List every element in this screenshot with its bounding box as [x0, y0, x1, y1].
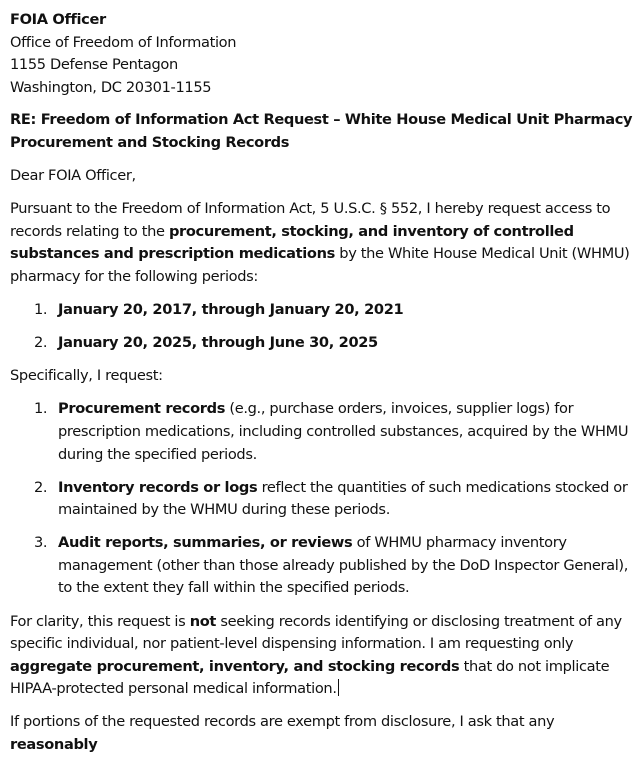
requests-list	[10, 398, 635, 600]
recipient-street: 1155 Defense Pentagon	[10, 56, 178, 74]
recipient-office: Office of Freedom of Information	[10, 33, 237, 51]
list-number: 3.	[34, 534, 48, 552]
list-number: 2.	[34, 334, 48, 352]
request-text: (e.g., purchase orders, invoices, supplier logs) for prescription medications, including controlled substances, acquired by the WHMU during the specified periods.	[58, 400, 629, 463]
list-item	[10, 398, 635, 466]
recipient-title: FOIA Officer	[10, 11, 106, 28]
subject-line: RE: Freedom of Information Act Request – White House Medical Unit Pharmacy Procurement and Stocking Records	[10, 111, 633, 151]
list-item	[10, 477, 635, 522]
request-text: reflect the quantities of such medications stocked or maintained by the WHMU during these periods.	[58, 478, 628, 519]
closing-paragraph: If portions of the requested records are exempt from disclosure, I ask that any reasonably	[10, 713, 555, 754]
request-heading: Inventory records or logs	[58, 478, 258, 496]
recipient-city: Washington, DC 20301-1155	[10, 78, 212, 96]
period-text: January 20, 2017, through January 20, 2021	[58, 301, 404, 319]
specifically-paragraph: Specifically, I request:	[10, 367, 163, 385]
list-number: 2.	[34, 478, 48, 496]
text-cursor	[338, 679, 339, 696]
list-number: 1.	[34, 400, 48, 418]
list-item	[10, 532, 635, 600]
salutation: Dear FOIA Officer,	[10, 167, 136, 185]
recipient-address	[10, 9, 635, 99]
request-text: of WHMU pharmacy inventory management (other than those already published by the DoD Inspector General), to the extent they fall within the specified periods.	[58, 534, 629, 597]
list-item	[10, 299, 635, 322]
intro-paragraph: Pursuant to the Freedom of Information Act, 5 U.S.C. § 552, I hereby request access to records relating to the procurement, stocking, and inventory of controlled substances and prescription medications by the White House Medical Unit (WHMU) pharmacy for the following periods:	[10, 200, 630, 285]
list-item	[10, 332, 635, 355]
list-number: 1.	[34, 301, 48, 319]
periods-list	[10, 299, 635, 355]
request-heading: Procurement records	[58, 400, 226, 418]
request-heading: Audit reports, summaries, or reviews	[58, 534, 353, 552]
clarity-paragraph: For clarity, this request is not seeking records identifying or disclosing treatment of any specific individual, nor patient-level dispensing information. I am requesting only aggregate procurement, inventory, and stocking records that do not implicate HIPAA-protected personal medical information.	[10, 612, 622, 698]
period-text: January 20, 2025, through June 30, 2025	[58, 334, 378, 352]
